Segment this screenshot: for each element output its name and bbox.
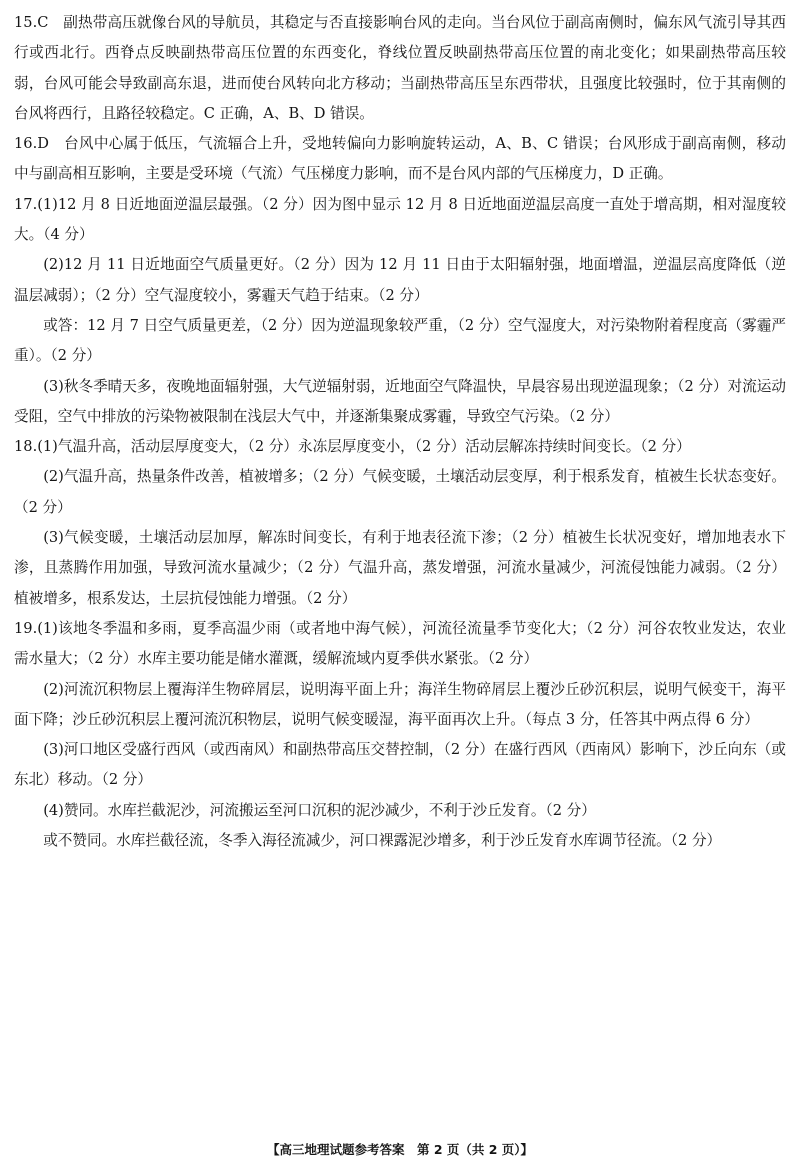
answer-document [14,8,786,856]
answer-paragraph-q19-2: (2)河流沉积物层上覆海洋生物碎屑层，说明海平面上升；海洋生物碎屑层上覆沙丘砂沉积层，说明气候变干，海平面下降；沙丘砂沉积层上覆河流沉积物层，说明气候变暖湿，海平面再次上升。（每点 3 分，任答其中两点得 6 分） [14,680,786,728]
answer-paragraph-q19-4: (4)赞同。水库拦截泥沙，河流搬运至河口沉积的泥沙减少，不利于沙丘发育。（2 分） [43,801,596,819]
answer-paragraph-q18-3: (3)气候变暖，土壤活动层加厚，解冻时间变长，有利于地表径流下渗；（2 分）植被生长状况变好，增加地表水下渗，且蒸腾作用加强，导致河流水量减少；（2 分）气温升高，蒸发增强，河流水量减少，河流侵蚀能力减弱。（2 分）植被增多，根系发达，土层抗侵蚀能力增强。（2 分） [14,529,786,607]
answer-paragraph-q19-4-alt: 或不赞同。水库拦截径流，冬季入海径流减少，河口裸露泥沙增多，利于沙丘发育水库调节径流。（2 分） [43,832,722,850]
answer-paragraph-q17-2-alt: 或答：12 月 7 日空气质量更差，（2 分）因为逆温现象较严重，（2 分）空气湿度大，对污染物附着程度高（雾霾严重）。（2 分） [14,316,786,365]
answer-paragraph-q18-2: (2)气温升高，热量条件改善，植被增多；（2 分）气候变暖，土壤活动层变厚，利于根系发育，植被生长状态变好。（2 分） [14,468,786,516]
answer-paragraph-q17-3: (3)秋冬季晴天多，夜晚地面辐射强，大气逆辐射弱，近地面空气降温快，早晨容易出现逆温现象；（2 分）对流运动受阻，空气中排放的污染物被限制在浅层大气中，并逐渐集聚成雾霾，导致空气污染。（2 分） [14,377,786,425]
answer-paragraph-q16: 16.D 台风中心属于低压，气流辐合上升，受地转偏向力影响旋转运动，A、B、C 错误；台风形成于副高南侧，移动中与副高相互影响，主要是受环境（气流）气压梯度力影响，而不是台风内部的气压梯度力，D 正确。 [14,135,786,183]
answer-paragraph-q17-1: 17.(1)12 月 8 日近地面逆温层最强。（2 分）因为图中显示 12 月 8 日近地面逆温层高度一直处于增高期，相对湿度较大。（4 分） [14,195,786,244]
page-footer: 【高三地理试题参考答案 第 2 页（共 2 页）】 [266,1142,534,1157]
answer-paragraph-q18-1: 18.(1)气温升高，活动层厚度变大，（2 分）永冻层厚度变小，（2 分）活动层解冻持续时间变长。（2 分） [14,438,691,456]
answer-paragraph-q19-3: (3)河口地区受盛行西风（或西南风）和副热带高压交替控制，（2 分）在盛行西风（西南风）影响下，沙丘向东（或东北）移动。（2 分） [14,741,786,789]
answer-paragraph-q17-2: (2)12 月 11 日近地面空气质量更好。（2 分）因为 12 月 11 日由于太阳辐射强，地面增温，逆温层高度降低（逆温层减弱）；（2 分）空气湿度较小，雾霾天气趋于结束。（2 分） [14,256,786,304]
answer-paragraph-q15: 15.C 副热带高压就像台风的导航员，其稳定与否直接影响台风的走向。当台风位于副高南侧时，偏东风气流引导其西行或西北行。西脊点反映副热带高压位置的东西变化，脊线位置反映副热带高压位置的南北变化；如果副热带高压较弱，台风可能会导致副高东退，进而使台风转向北方移动；当副热带高压呈东西带状，且强度比较强时，位于其南侧的台风将西行，且路径较稳定。C 正确，A、B、D 错误。 [14,14,786,122]
answer-paragraph-q19-1: 19.(1)该地冬季温和多雨，夏季高温少雨（或者地中海气候），河流径流量季节变化大；（2 分）河谷农牧业发达，农业需水量大；（2 分）水库主要功能是储水灌溉，缓解流域内夏季供水紧张。（2 分） [14,619,786,668]
